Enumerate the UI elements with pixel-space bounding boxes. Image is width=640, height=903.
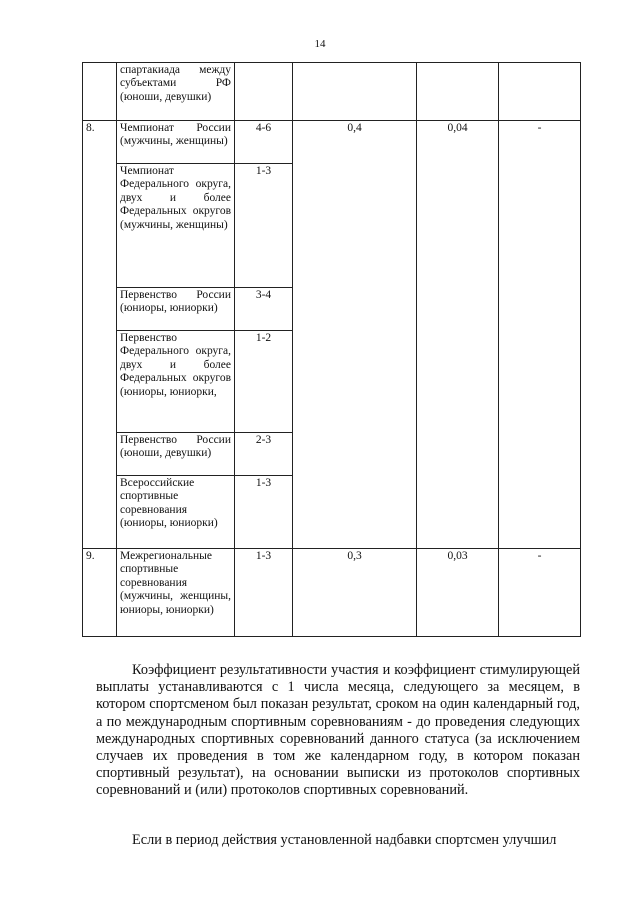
page-number: 14: [314, 38, 326, 50]
place-range: 1-3: [235, 164, 293, 288]
coefficient-cell: 0,4: [293, 121, 417, 549]
place-range: 1-3: [235, 549, 293, 637]
coefficient-cell: [293, 63, 417, 121]
coefficient-cell: 0,04: [417, 121, 499, 549]
coefficient-cell: [417, 63, 499, 121]
competition-name: Первенство России (юноши, девушки): [117, 433, 235, 476]
paragraph-improvement: Если в период действия установленной надбавки спортсмен улучшил: [132, 832, 557, 848]
place-range: 3-4: [235, 288, 293, 331]
place-range: 2-3: [235, 433, 293, 476]
coefficient-cell: [499, 63, 581, 121]
competition-name: Межрегиональные спортивные соревнования (мужчины, женщины, юниоры, юниорки): [117, 549, 235, 637]
competition-name: Первенство России (юниоры, юниорки): [117, 288, 235, 331]
coefficient-cell: -: [499, 121, 581, 549]
coefficient-cell: 0,03: [417, 549, 499, 637]
table-row: [83, 121, 581, 164]
competition-name: Первенство Федерального округа, двух и более Федеральных округов (юниоры, юниорки,: [117, 331, 235, 433]
row-number: 9.: [83, 549, 117, 637]
place-range: 1-2: [235, 331, 293, 433]
competition-name: спартакиада между субъектами РФ (юноши, девушки): [117, 63, 235, 121]
coefficient-cell: 0,3: [293, 549, 417, 637]
place-range: 1-3: [235, 476, 293, 549]
table-row: [83, 63, 581, 121]
table-row: [83, 549, 581, 637]
coefficient-cell: -: [499, 549, 581, 637]
competition-name: Чемпионат Федерального округа, двух и более Федеральных округов (мужчины, женщины): [117, 164, 235, 288]
place-range: 4-6: [235, 121, 293, 164]
place-range: [235, 63, 293, 121]
competition-name: Всероссийские спортивные соревнования (юниоры, юниорки): [117, 476, 235, 549]
competition-name: Чемпионат России (мужчины, женщины): [117, 121, 235, 164]
row-number: 8.: [83, 121, 117, 549]
results-table: [82, 62, 581, 637]
row-number: [83, 63, 117, 121]
paragraph-coefficient-validity: Коэффициент результативности участия и коэффициент стимулирующей выплаты устанавливаются с 1 числа месяца, следующего за месяцем, в котором спортсменом был показан результат, сроком на один календарный год, а по международным спортивным соревнованиям - до проведения следующих международных спортивных соревнований данного статуса (за исключением случаев их проведения в том же календарном году, в котором показан спортивный результат), на основании выписки из протоколов спортивных соревнований и (или) протоколов спортивных соревнований.: [96, 662, 580, 799]
